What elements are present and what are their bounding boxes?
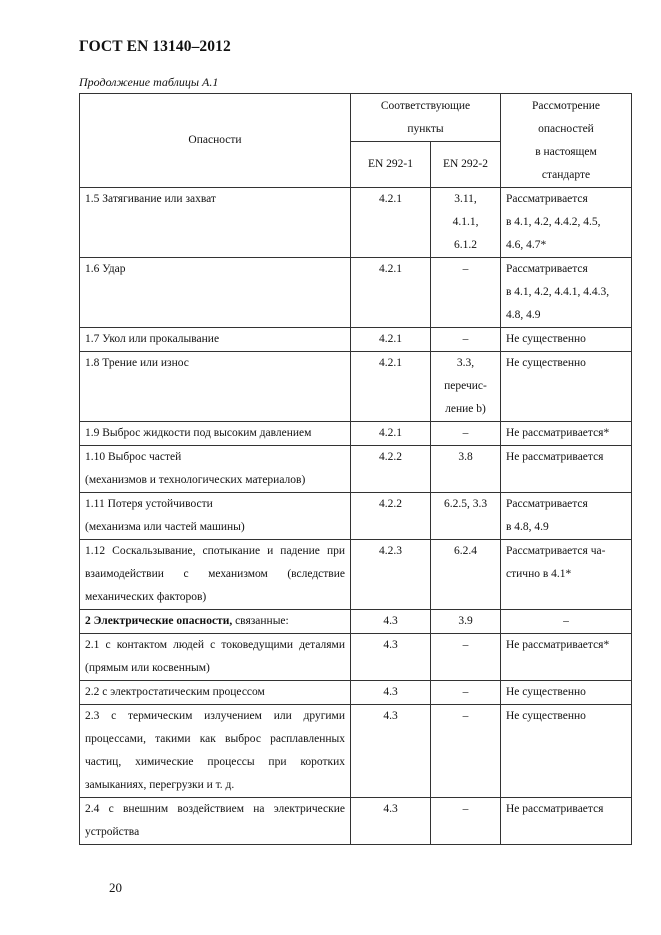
consideration-cell: Не существенно — [501, 705, 632, 798]
en292-1-cell: 4.2.1 — [351, 258, 431, 328]
hazard-cell: 1.8 Трение или износ — [80, 352, 351, 422]
table-row — [80, 493, 632, 540]
en292-2-cell: 3.9 — [431, 610, 501, 634]
en292-2-cell: – — [431, 422, 501, 446]
table-caption: Продолжение таблицы А.1 — [79, 75, 219, 89]
table-row — [80, 705, 632, 798]
table-row — [80, 352, 632, 422]
consideration-cell: Рассматривается в 4.1, 4.2, 4.4.2, 4.5, 4.6, 4.7* — [501, 188, 632, 258]
en292-2-cell: – — [431, 705, 501, 798]
document-title: ГОСТ EN 13140–2012 — [79, 38, 231, 55]
en292-1-cell: 4.2.2 — [351, 493, 431, 540]
header-en292-1: EN 292-1 — [351, 142, 431, 188]
hazard-cell: 1.9 Выброс жидкости под высоким давлением — [80, 422, 351, 446]
consideration-cell: Не рассматривается* — [501, 422, 632, 446]
en292-2-cell: – — [431, 681, 501, 705]
en292-2-cell: 6.2.4 — [431, 540, 501, 610]
en292-1-cell: 4.3 — [351, 705, 431, 798]
consideration-cell: Не существенно — [501, 352, 632, 422]
table-row — [80, 610, 632, 634]
en292-1-cell: 4.2.1 — [351, 188, 431, 258]
consideration-cell: Рассматривается в 4.8, 4.9 — [501, 493, 632, 540]
hazard-cell: 2.4 с внешним воздействием на электрические устройства — [80, 798, 351, 845]
en292-1-cell: 4.2.1 — [351, 352, 431, 422]
hazard-cell: 1.6 Удар — [80, 258, 351, 328]
header-hazards: Опасности — [80, 94, 351, 188]
en292-1-cell: 4.3 — [351, 634, 431, 681]
hazard-cell: 1.11 Потеря устойчивости (механизма или частей машины) — [80, 493, 351, 540]
hazard-cell: 2.1 с контактом людей с токоведущими деталями (прямым или косвенным) — [80, 634, 351, 681]
table-row — [80, 798, 632, 845]
en292-2-cell: 6.2.5, 3.3 — [431, 493, 501, 540]
en292-2-cell: – — [431, 634, 501, 681]
consideration-cell: – — [501, 610, 632, 634]
table-row — [80, 258, 632, 328]
page-number: 20 — [109, 880, 122, 895]
table-row — [80, 422, 632, 446]
en292-1-cell: 4.2.1 — [351, 328, 431, 352]
en292-1-cell: 4.3 — [351, 798, 431, 845]
table-row — [80, 540, 632, 610]
table-row — [80, 681, 632, 705]
en292-2-cell: 3.11, 4.1.1, 6.1.2 — [431, 188, 501, 258]
hazard-cell: 1.5 Затягивание или захват — [80, 188, 351, 258]
en292-1-cell: 4.2.3 — [351, 540, 431, 610]
en292-2-cell: – — [431, 798, 501, 845]
hazard-cell: 1.12 Соскальзывание, спотыкание и падение при взаимодействии с механизмом (вследствие механических факторов) — [80, 540, 351, 610]
en292-2-cell: 3.8 — [431, 446, 501, 493]
hazard-cell: 2.3 с термическим излучением или другими процессами, такими как выброс расплавленных частиц, химические процессы при коротких замыканиях, перегрузки и т. д. — [80, 705, 351, 798]
header-clauses: Соответствующие пункты — [351, 94, 501, 142]
en292-2-cell: – — [431, 328, 501, 352]
consideration-cell: Не рассматривается* — [501, 634, 632, 681]
hazard-cell: 2.2 с электростатическим процессом — [80, 681, 351, 705]
consideration-cell: Рассматривается ча- стично в 4.1* — [501, 540, 632, 610]
consideration-cell: Рассматривается в 4.1, 4.2, 4.4.1, 4.4.3, 4.8, 4.9 — [501, 258, 632, 328]
hazard-cell: 1.7 Укол или прокалывание — [80, 328, 351, 352]
table-row — [80, 188, 632, 258]
hazard-group-suffix: связанные: — [235, 615, 289, 627]
consideration-cell: Не рассматривается — [501, 446, 632, 493]
table-row — [80, 634, 632, 681]
en292-1-cell: 4.2.1 — [351, 422, 431, 446]
consideration-cell: Не рассматривается — [501, 798, 632, 845]
en292-1-cell: 4.3 — [351, 681, 431, 705]
header-consideration: Рассмотрение опасностей в настоящем стандарте — [501, 94, 632, 188]
consideration-cell: Не существенно — [501, 681, 632, 705]
consideration-cell: Не существенно — [501, 328, 632, 352]
en292-2-cell: – — [431, 258, 501, 328]
table-row — [80, 446, 632, 493]
en292-1-cell: 4.2.2 — [351, 446, 431, 493]
hazards-table — [79, 93, 632, 845]
hazard-cell: 1.10 Выброс частей (механизмов и технологических материалов) — [80, 446, 351, 493]
en292-2-cell: 3.3, перечис- ление b) — [431, 352, 501, 422]
en292-1-cell: 4.3 — [351, 610, 431, 634]
header-en292-2: EN 292-2 — [431, 142, 501, 188]
table-row — [80, 328, 632, 352]
hazard-cell — [80, 610, 351, 634]
hazard-group-title: 2 Электрические опасности, — [85, 615, 233, 627]
